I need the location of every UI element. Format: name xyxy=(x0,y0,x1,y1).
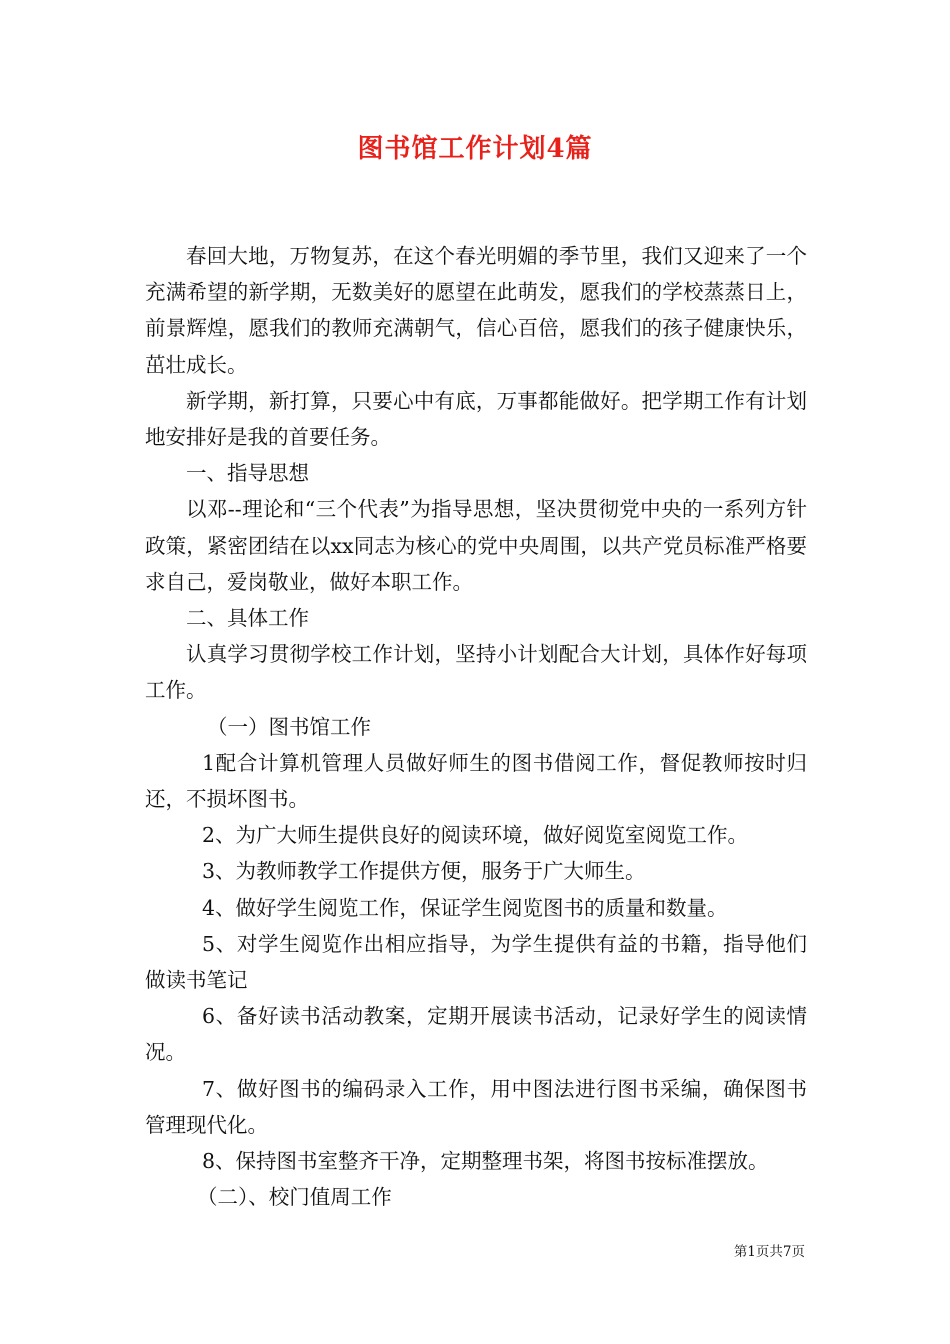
list-item-2: 2、为广大师生提供良好的阅读环境，做好阅览室阅览工作。 xyxy=(202,823,749,848)
paragraph-guiding-thought: 以邓--理论和“三个代表”为指导思想，坚决贯彻党中央的一系列方针政策，紧密团结在以xx同志为核心的党中央周围，以共产党员标准严格要求自己，爱岗敬业，做好本职工作。 xyxy=(145,497,807,594)
paragraph-new-term: 新学期，新打算，只要心中有底，万事都能做好。把学期工作有计划地安排好是我的首要任务。 xyxy=(145,388,807,450)
list-item-5: 5、对学生阅览作出相应指导，为学生提供有益的书籍，指导他们做读书笔记 xyxy=(145,931,807,993)
heading-gate-duty: （二）、校门值周工作 xyxy=(197,1185,392,1210)
list-item-3: 3、为教师教学工作提供方便，服务于广大师生。 xyxy=(202,859,646,884)
list-item-6: 6、备好读书活动教案，定期开展读书活动，记录好学生的阅读情况。 xyxy=(145,1004,807,1065)
list-item-8: 8、保持图书室整齐干净，定期整理书架，将图书按标准摆放。 xyxy=(202,1149,769,1174)
page-number: 第1页共7页 xyxy=(733,1244,805,1260)
document-body xyxy=(145,238,807,1215)
heading-library-work: （一）图书馆工作 xyxy=(207,714,371,739)
paragraph-intro: 春回大地，万物复苏，在这个春光明媚的季节里，我们又迎来了一个充满希望的新学期，无数美好的愿望在此萌发，愿我们的学校蒸蒸日上，前景辉煌，愿我们的教师充满朝气，信心百倍，愿我们的孩子健康快乐，茁壮成长。 xyxy=(145,244,807,377)
list-item-1: 1配合计算机管理人员做好师生的图书借阅工作，督促教师按时归还，不损坏图书。 xyxy=(145,750,807,812)
list-item-7: 7、做好图书的编码录入工作，用中图法进行图书采编，确保图书管理现代化。 xyxy=(145,1076,807,1137)
heading-guiding-thought: 一、指导思想 xyxy=(186,461,309,486)
paragraph-specific-work: 认真学习贯彻学校工作计划，坚持小计划配合大计划，具体作好每项工作。 xyxy=(145,642,807,703)
list-item-4: 4、做好学生阅览工作，保证学生阅览图书的质量和数量。 xyxy=(202,895,728,920)
heading-specific-work: 二、具体工作 xyxy=(186,606,309,631)
document-title: 图书馆工作计划4篇 xyxy=(357,134,593,164)
